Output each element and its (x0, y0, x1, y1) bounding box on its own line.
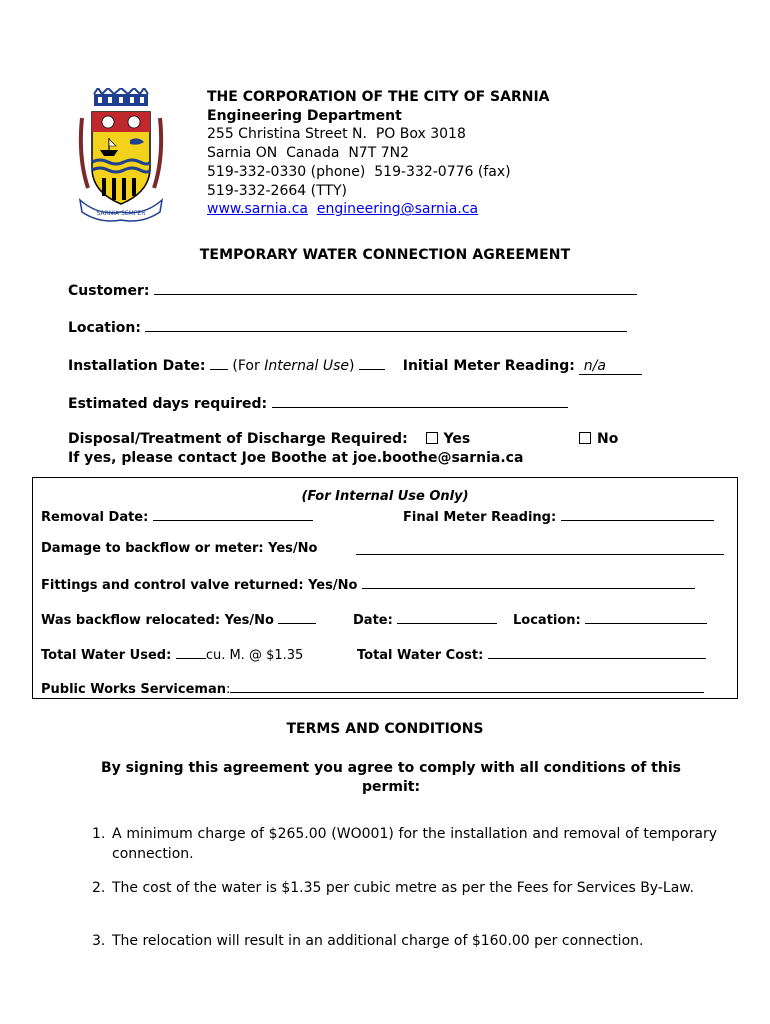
org-name: THE CORPORATION OF THE CITY OF SARNIA (207, 89, 550, 105)
final-meter-line[interactable] (561, 507, 714, 521)
fittings-line[interactable] (362, 575, 695, 589)
crest-motto: SARNIA SEMPER (96, 210, 146, 217)
department-name: Engineering Department (207, 107, 402, 124)
internal-use-note: (For Internal Use) (232, 358, 355, 374)
yes-label: Yes (443, 431, 471, 447)
no-label: No (597, 431, 619, 447)
list-item (92, 931, 717, 951)
customer-field (68, 281, 637, 299)
installation-date-line[interactable] (210, 356, 228, 370)
initial-meter-label: Initial Meter Reading: (402, 358, 575, 374)
no-option (579, 431, 618, 447)
serviceman-row: Public Works Serviceman: (41, 679, 704, 697)
document-title: TEMPORARY WATER CONNECTION AGREEMENT (199, 247, 571, 263)
damage-line[interactable] (356, 541, 724, 555)
list-text: A minimum charge of $265.00 (WO001) for the installation and removal of temporary connection. (112, 826, 717, 862)
rate-text: cu. M. @ $1.35 (205, 648, 304, 663)
tty-number: 519-332-2664 (TTY) (207, 182, 347, 199)
phone-fax: 519-332-0330 (phone) 519-332-0776 (fax) (207, 163, 511, 180)
location-input-line[interactable] (145, 318, 627, 332)
terms-title: TERMS AND CONDITIONS (286, 721, 484, 737)
list-number: 1. (92, 826, 106, 842)
list-number: 3. (92, 933, 106, 949)
contact-text: If yes, please contact Joe Boothe at joe.boothe@sarnia.ca (68, 450, 524, 466)
installation-date-label: Installation Date: (68, 358, 206, 374)
estimated-days-field (68, 394, 568, 412)
internal-use-heading: (For Internal Use Only) (301, 489, 469, 504)
installation-row (68, 356, 642, 374)
street-address: 255 Christina Street N. PO Box 3018 (207, 126, 466, 143)
relocated-label: Was backflow relocated: Yes/No (41, 613, 274, 628)
relocation-date-label: Date: (353, 613, 393, 628)
no-checkbox[interactable] (579, 432, 591, 444)
estimated-days-line[interactable] (272, 394, 568, 408)
disposal-field (68, 431, 470, 447)
letterhead (207, 88, 550, 219)
final-meter-row (403, 507, 714, 525)
city-address: Sarnia ON Canada N7T 7N2 (207, 145, 410, 162)
location-field (68, 318, 627, 336)
relocated-line[interactable] (278, 610, 316, 624)
relocation-location-row (513, 610, 707, 628)
website-link[interactable]: www.sarnia.ca (207, 201, 308, 218)
list-item (92, 878, 717, 898)
serviceman-label: Public Works Serviceman (41, 682, 226, 697)
customer-input-line[interactable] (154, 281, 637, 295)
list-item (92, 824, 717, 864)
removal-date-line[interactable] (153, 507, 313, 521)
yes-checkbox[interactable] (426, 432, 438, 444)
contact-line (68, 450, 523, 466)
final-meter-label: Final Meter Reading: (403, 510, 557, 525)
removal-date-row (41, 507, 313, 525)
removal-date-label: Removal Date: (41, 510, 149, 525)
list-text: The cost of the water is $1.35 per cubic metre as per the Fees for Services By-Law. (112, 880, 694, 896)
fittings-label: Fittings and control valve returned: Yes/No (41, 578, 358, 593)
customer-label: Customer: (68, 283, 150, 299)
total-water-cost-row (357, 645, 706, 663)
relocation-location-line[interactable] (585, 610, 707, 624)
total-water-used-line[interactable] (176, 645, 206, 659)
relocated-row (41, 610, 316, 628)
email-link[interactable]: engineering@sarnia.ca (316, 201, 479, 218)
disposal-label: Disposal/Treatment of Discharge Required: (68, 431, 408, 447)
list-number: 2. (92, 880, 106, 896)
agreement-statement: By signing this agreement you agree to comply with all conditions of this permit: (101, 760, 681, 795)
serviceman-line[interactable] (230, 679, 704, 693)
location-label: Location: (68, 320, 141, 336)
initial-meter-value-line[interactable] (579, 358, 641, 375)
total-water-used-row (41, 645, 303, 663)
installation-internal-line[interactable] (359, 356, 385, 370)
relocation-date-row (353, 610, 497, 628)
estimated-days-label: Estimated days required: (68, 396, 268, 412)
internal-use-box (32, 477, 738, 699)
damage-row (41, 541, 317, 556)
list-text: The relocation will result in an additional charge of $160.00 per connection. (112, 933, 644, 949)
initial-meter-value: n/a (583, 358, 606, 374)
relocation-location-label: Location: (513, 613, 581, 628)
city-crest-logo (78, 88, 164, 222)
relocation-date-line[interactable] (397, 610, 497, 624)
total-water-used-label: Total Water Used: (41, 648, 172, 663)
damage-label: Damage to backflow or meter: Yes/No (41, 541, 318, 556)
fittings-row (41, 575, 695, 593)
total-water-cost-label: Total Water Cost: (357, 648, 484, 663)
total-water-cost-line[interactable] (488, 645, 706, 659)
